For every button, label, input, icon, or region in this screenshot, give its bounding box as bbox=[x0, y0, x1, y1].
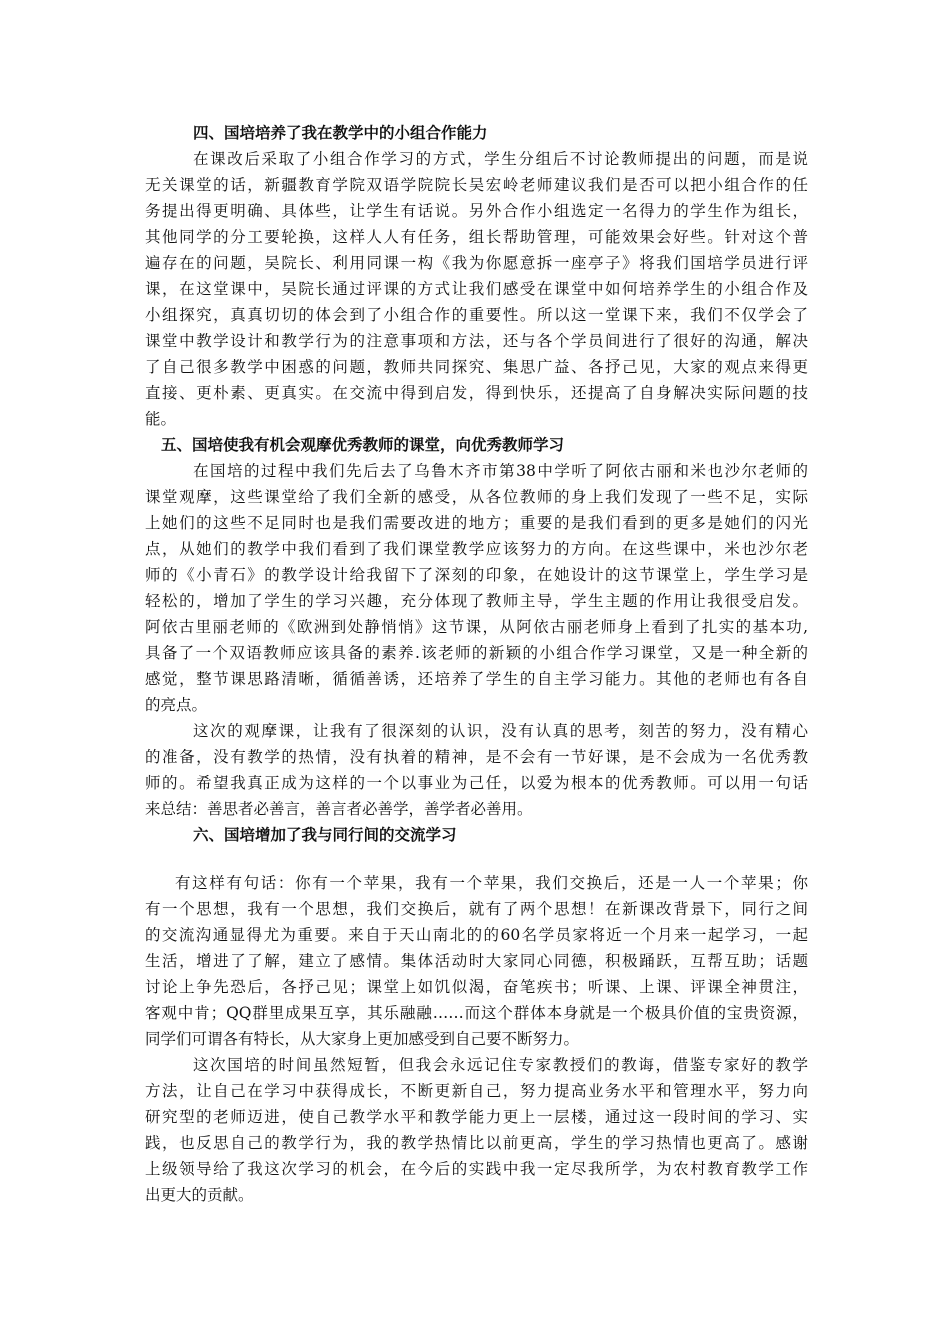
text-line: 课，在这堂课中，吴院长通过评课的方式让我们感受在课堂中如何培养学生的小组合作及 bbox=[145, 280, 808, 298]
section-heading-4: 四、国培培养了我在教学中的小组合作能力 bbox=[193, 123, 488, 142]
text-line: 在国培的过程中我们先后去了乌鲁木齐市第38中学听了阿依古丽和米也沙尔老师的 bbox=[193, 462, 808, 480]
section-6-paragraph-1 bbox=[145, 870, 808, 1052]
text-line: 了自己很多教学中困惑的问题，教师共同探究、集思广益、各抒己见，大家的观点来得更 bbox=[145, 358, 808, 376]
text-line: 上她们的这些不足同时也是我们需要改进的地方；重要的是我们看到的更多是她们的闪光 bbox=[145, 514, 808, 532]
document-page bbox=[145, 120, 808, 1208]
text-line: 能。 bbox=[145, 410, 177, 428]
section-heading-5: 五、国培使我有机会观摩优秀教师的课堂，向优秀教师学习 bbox=[161, 435, 565, 454]
text-line: 来总结：善思者必善言，善言者必善学，善学者必善用。 bbox=[145, 800, 533, 818]
text-line: 的准备，没有教学的热情，没有执着的精神，是不会有一节好课，是不会成为一名优秀教 bbox=[145, 748, 808, 766]
text-line: 务提出得更明确、具体些，让学生有话说。另外合作小组选定一名得力的学生作为组长， bbox=[145, 202, 808, 220]
text-line: 有一个思想，我有一个思想，我们交换后，就有了两个思想！在新课改背景下，同行之间 bbox=[145, 900, 808, 918]
text-line: 师的。希望我真正成为这样的一个以事业为己任，以爱为根本的优秀教师。可以用一句话 bbox=[145, 774, 808, 792]
section-heading-6: 六、国培增加了我与同行间的交流学习 bbox=[193, 825, 457, 844]
text-line: 客观中肯；QQ群里成果互享，其乐融融……而这个群体本身就是一个极具价值的宝贵资源， bbox=[145, 1004, 808, 1022]
text-line: 出更大的贡献。 bbox=[145, 1186, 254, 1204]
text-line: 直接、更朴素、更真实。在交流中得到启发，得到快乐，还提高了自身解决实际问题的技 bbox=[145, 384, 808, 402]
section-5-paragraph-2 bbox=[145, 718, 808, 822]
text-line: 无关课堂的话，新疆教育学院双语学院院长吴宏岭老师建议我们是否可以把小组合作的任 bbox=[145, 176, 808, 194]
text-line: 其他同学的分工要轮换，这样人人有任务，组长帮助管理，可能效果会好些。针对这个普 bbox=[145, 228, 808, 246]
section-6-paragraph-2 bbox=[145, 1052, 808, 1208]
text-line: 践，也反思自己的教学行为，我的教学热情比以前更高，学生的学习热情也更高了。感谢 bbox=[145, 1134, 808, 1152]
text-line: 的交流沟通显得尤为重要。来自于天山南北的的60名学员家将近一个月来一起学习，一起 bbox=[145, 926, 808, 944]
text-line: 生活，增进了了解，建立了感情。集体活动时大家同心同德，积极踊跃，互帮互助；话题 bbox=[145, 952, 808, 970]
text-line: 具备了一个双语教师应该具备的素养.该老师的新颖的小组合作学习课堂，又是一种全新的 bbox=[145, 644, 808, 662]
text-line: 的亮点。 bbox=[145, 696, 208, 714]
text-line: 这次的观摩课，让我有了很深刻的认识，没有认真的思考，刻苦的努力，没有精心 bbox=[193, 722, 808, 740]
section-4-paragraph bbox=[145, 146, 808, 432]
text-line: 同学们可谓各有特长，从大家身上更加感受到自己要不断努力。 bbox=[145, 1030, 580, 1048]
text-line: 这次国培的时间虽然短暂，但我会永远记住专家教授们的教诲，借鉴专家好的教学 bbox=[193, 1056, 808, 1074]
text-line: 感觉，整节课思路清晰，循循善诱，还培养了学生的自主学习能力。其他的老师也有各自 bbox=[145, 670, 808, 688]
text-line: 点，从她们的教学中我们看到了我们课堂教学应该努力的方向。在这些课中，米也沙尔老 bbox=[145, 540, 808, 558]
text-line: 方法，让自己在学习中获得成长，不断更新自己，努力提高业务水平和管理水平，努力向 bbox=[145, 1082, 808, 1100]
text-line: 轻松的，增加了学生的学习兴趣，充分体现了教师主导，学生主题的作用让我很受启发。 bbox=[145, 592, 808, 610]
text-line: 课堂观摩，这些课堂给了我们全新的感受，从各位教师的身上我们发现了一些不足，实际 bbox=[145, 488, 808, 506]
paragraph-spacer bbox=[145, 848, 808, 870]
text-line: 研究型的老师迈进，使自己教学水平和教学能力更上一层楼，通过这一段时间的学习、实 bbox=[145, 1108, 808, 1126]
text-line: 上级领导给了我这次学习的机会，在今后的实践中我一定尽我所学，为农村教育教学工作 bbox=[145, 1160, 808, 1178]
text-line: 阿依古里丽老师的《欧洲到处静悄悄》这节课，从阿依古丽老师身上看到了扎实的基本功, bbox=[145, 618, 808, 636]
text-line: 遍存在的问题，吴院长、利用同课一构《我为你愿意拆一座亭子》将我们国培学员进行评 bbox=[145, 254, 808, 272]
text-line: 讨论上争先恐后，各抒己见；课堂上如饥似渴，奋笔疾书；听课、上课、评课全神贯注， bbox=[145, 978, 808, 996]
section-5-paragraph-1 bbox=[145, 458, 808, 718]
text-line: 在课改后采取了小组合作学习的方式，学生分组后不讨论教师提出的问题，而是说 bbox=[193, 150, 808, 168]
text-line: 课堂中教学设计和教学行为的注意事项和方法，还与各个学员间进行了很好的沟通，解决 bbox=[145, 332, 808, 350]
text-line: 有这样有句话：你有一个苹果，我有一个苹果，我们交换后，还是一人一个苹果；你 bbox=[175, 874, 808, 892]
text-line: 师的《小青石》的教学设计给我留下了深刻的印象，在她设计的这节课堂上，学生学习是 bbox=[145, 566, 808, 584]
text-line: 小组探究，真真切切的体会到了小组合作的重要性。所以这一堂课下来，我们不仅学会了 bbox=[145, 306, 808, 324]
